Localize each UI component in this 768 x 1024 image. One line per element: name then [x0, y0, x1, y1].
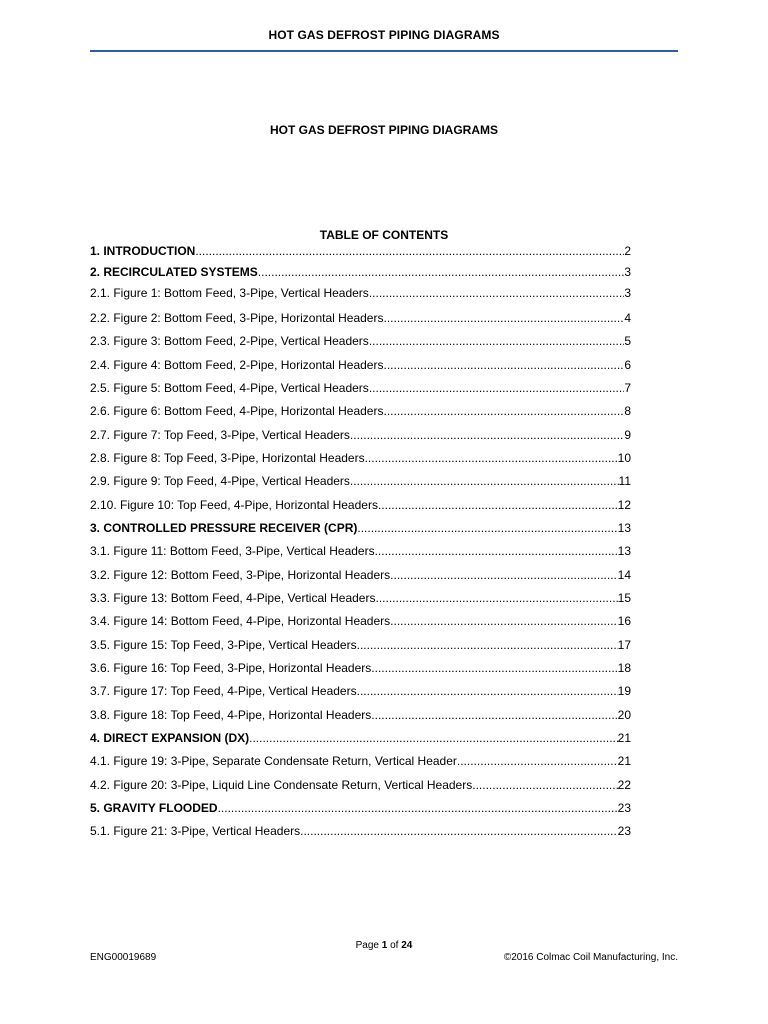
toc-entry[interactable] [90, 427, 631, 443]
toc-entry[interactable] [90, 403, 631, 419]
toc-entry-label: 4.1. Figure 19: 3-Pipe, Separate Condensate Return, Vertical Header [90, 754, 457, 768]
toc-leader-dots [472, 777, 617, 793]
toc-leader-dots [350, 473, 619, 489]
toc-entry-label: 3. CONTROLLED PRESSURE RECEIVER (CPR) [90, 521, 358, 535]
toc-leader-dots [383, 310, 624, 326]
toc-entry-page: 6 [624, 358, 631, 372]
toc-leader-dots [357, 683, 618, 699]
toc-entry-page: 18 [617, 661, 631, 675]
toc-entry-page: 12 [617, 498, 631, 512]
toc-leader-dots [369, 285, 625, 301]
toc-entry-label: 3.5. Figure 15: Top Feed, 3-Pipe, Vertical Headers [90, 638, 357, 652]
toc-entry-label: 3.8. Figure 18: Top Feed, 4-Pipe, Horizontal Headers [90, 708, 372, 722]
toc-entry-label: 3.4. Figure 14: Bottom Feed, 4-Pipe, Horizontal Headers [90, 614, 391, 628]
toc-entry[interactable] [90, 567, 631, 583]
toc-entry[interactable] [90, 357, 631, 373]
toc-entry-label: 2.5. Figure 5: Bottom Feed, 4-Pipe, Vertical Headers [90, 381, 369, 395]
toc-entry-label: 2.2. Figure 2: Bottom Feed, 3-Pipe, Horizontal Headers [90, 311, 384, 325]
toc-leader-dots [365, 450, 618, 466]
toc-leader-dots [390, 567, 617, 583]
toc-entry-label: 5. GRAVITY FLOODED [90, 801, 218, 815]
toc-entry[interactable] [90, 473, 631, 489]
running-header: HOT GAS DEFROST PIPING DIAGRAMS [268, 28, 500, 42]
toc-entry[interactable] [90, 543, 631, 559]
toc-entry-page: 2 [624, 244, 631, 258]
toc-leader-dots [390, 613, 617, 629]
toc-entry-label: 3.7. Figure 17: Top Feed, 4-Pipe, Vertical Headers [90, 684, 357, 698]
toc-entry-page: 14 [617, 568, 631, 582]
toc-leader-dots [375, 543, 618, 559]
toc-entry-label: 1. INTRODUCTION [90, 244, 196, 258]
toc-leader-dots [258, 264, 625, 280]
toc-entry-label: 3.1. Figure 11: Bottom Feed, 3-Pipe, Vertical Headers [90, 544, 375, 558]
toc-entry-page: 17 [617, 638, 631, 652]
toc-entry[interactable] [90, 333, 631, 349]
document-title: HOT GAS DEFROST PIPING DIAGRAMS [269, 123, 498, 137]
toc-entry-label: 2.8. Figure 8: Top Feed, 3-Pipe, Horizontal Headers [90, 451, 365, 465]
toc-entry[interactable] [90, 310, 631, 326]
toc-entry-page: 8 [624, 404, 631, 418]
toc-entry-page: 15 [617, 591, 631, 605]
toc-leader-dots [369, 333, 625, 349]
toc-entry-page: 11 [618, 474, 631, 488]
header-rule [90, 50, 678, 52]
toc-entry-page: 13 [617, 544, 631, 558]
toc-entry-page: 3 [624, 286, 631, 300]
toc-entry[interactable] [90, 497, 631, 513]
toc-entry-page: 21 [617, 731, 631, 745]
toc-entry[interactable] [90, 753, 631, 769]
toc-entry[interactable] [90, 777, 631, 793]
toc-leader-dots [371, 707, 617, 723]
toc-entry-label: 2.3. Figure 3: Bottom Feed, 2-Pipe, Vertical Headers [90, 334, 369, 348]
toc-leader-dots [357, 637, 618, 653]
toc-entry-page: 21 [617, 754, 631, 768]
toc-entry[interactable] [90, 707, 631, 723]
toc-entry-label: 3.6. Figure 16: Top Feed, 3-Pipe, Horizontal Headers [90, 661, 372, 675]
toc-entry-page: 5 [624, 334, 631, 348]
toc-leader-dots [383, 357, 624, 373]
toc-entry[interactable] [90, 520, 631, 536]
page-prefix: Page [355, 940, 382, 951]
toc-entry-page: 13 [617, 521, 631, 535]
toc-entry-page: 9 [624, 428, 631, 442]
copyright-notice: ©2016 Colmac Coil Manufacturing, Inc. [503, 952, 678, 963]
toc-entry-label: 2. RECIRCULATED SYSTEMS [90, 265, 258, 279]
toc-entry[interactable] [90, 613, 631, 629]
toc-entry-page: 7 [624, 381, 631, 395]
toc-leader-dots [457, 753, 618, 769]
toc-leader-dots [300, 823, 618, 839]
toc-entry-label: 4. DIRECT EXPANSION (DX) [90, 731, 250, 745]
toc-leader-dots [369, 380, 625, 396]
toc-entry[interactable] [90, 450, 631, 466]
toc-entry-label: 2.6. Figure 6: Bottom Feed, 4-Pipe, Horizontal Headers [90, 404, 384, 418]
toc-leader-dots [378, 497, 618, 513]
page-total: 24 [401, 940, 413, 951]
toc-entry-label: 2.10. Figure 10: Top Feed, 4-Pipe, Horizontal Headers [90, 498, 378, 512]
toc-leader-dots [195, 243, 624, 259]
toc-entry-label: 2.7. Figure 7: Top Feed, 3-Pipe, Vertical Headers [90, 428, 350, 442]
toc-entry-label: 3.3. Figure 13: Bottom Feed, 4-Pipe, Vertical Headers [90, 591, 376, 605]
toc-entry[interactable] [90, 380, 631, 396]
toc-entry-page: 19 [617, 684, 631, 698]
toc-leader-dots [357, 520, 617, 536]
toc-entry-label: 2.1. Figure 1: Bottom Feed, 3-Pipe, Vertical Headers [90, 286, 369, 300]
toc-entry-page: 23 [617, 824, 631, 838]
toc-entry-label: 3.2. Figure 12: Bottom Feed, 3-Pipe, Horizontal Headers [90, 568, 391, 582]
toc-entry-page: 10 [617, 451, 631, 465]
toc-entry[interactable] [90, 730, 631, 746]
page-separator: of [387, 940, 402, 951]
toc-entry[interactable] [90, 637, 631, 653]
toc-entry[interactable] [90, 590, 631, 606]
toc-entry-page: 16 [617, 614, 631, 628]
toc-leader-dots [350, 427, 624, 443]
toc-entry-page: 3 [624, 265, 631, 279]
document-number: ENG00019689 [90, 952, 157, 963]
toc-entry-label: 2.9. Figure 9: Top Feed, 4-Pipe, Vertical Headers [90, 474, 350, 488]
toc-entry[interactable] [90, 823, 631, 839]
toc-entry-page: 20 [617, 708, 631, 722]
toc-leader-dots [383, 403, 624, 419]
page-current: 1 [381, 940, 388, 951]
toc-leader-dots [218, 800, 618, 816]
toc-heading: TABLE OF CONTENTS [319, 228, 449, 242]
toc-entry[interactable] [90, 285, 631, 301]
toc-entry[interactable] [90, 683, 631, 699]
toc-entry-label: 2.4. Figure 4: Bottom Feed, 2-Pipe, Horizontal Headers [90, 358, 384, 372]
toc-entry-page: 22 [617, 778, 631, 792]
toc-entry[interactable] [90, 660, 631, 676]
toc-entry-page: 23 [617, 801, 631, 815]
toc-entry[interactable] [90, 243, 631, 259]
toc-entry[interactable] [90, 264, 631, 280]
page-number [0, 940, 768, 951]
toc-entry-label: 5.1. Figure 21: 3-Pipe, Vertical Headers [90, 824, 301, 838]
toc-entry-label: 4.2. Figure 20: 3-Pipe, Liquid Line Condensate Return, Vertical Headers [90, 778, 473, 792]
toc-leader-dots [375, 590, 617, 606]
toc-leader-dots [371, 660, 617, 676]
toc-leader-dots [249, 730, 618, 746]
toc-entry-page: 4 [624, 311, 631, 325]
toc-entry[interactable] [90, 800, 631, 816]
